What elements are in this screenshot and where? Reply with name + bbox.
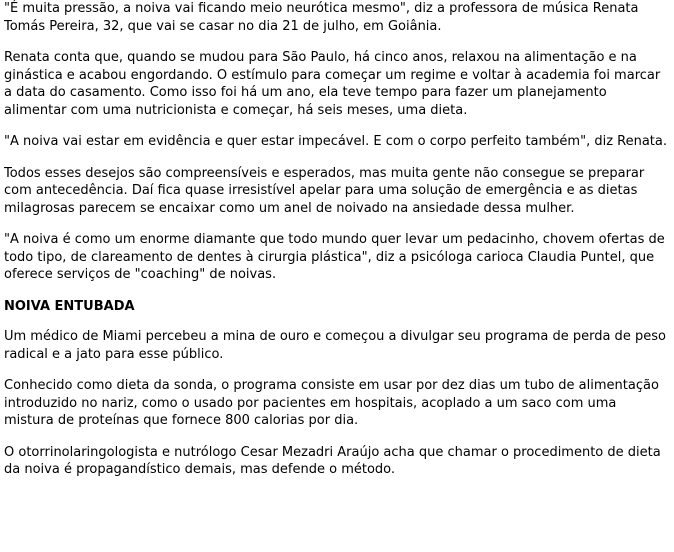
paragraph-quote-diamond: "A noiva é como um enorme diamante que todo mundo quer levar um pedacinho, chovem ofertas de todo tipo, de clareamento de dentes à cirurgia plástica", diz a psicóloga carioca Claudia Puntel, que oferece serviços de "coaching" de noivas. (4, 232, 665, 282)
paragraph-quote-evidence: "A noiva vai estar em evidência e quer estar impecável. E com o corpo perfeito também", diz Renata. (4, 134, 668, 149)
section-heading: NOIVA ENTUBADA (4, 298, 135, 314)
article-body (4, 0, 668, 493)
paragraph-tube-diet: Conhecido como dieta da sonda, o programa consiste em usar por dez dias um tubo de alimentação introduzido no nariz, como o usado por pacientes em hospitais, acoplado a um saco com uma mistura de proteínas que fornece 800 calorias por dia. (4, 378, 659, 428)
paragraph-renata-diet: Renata conta que, quando se mudou para São Paulo, há cinco anos, relaxou na alimentação e na ginástica e acabou engordando. O estímulo para começar um regime e voltar à academia foi marcar a data do casamento. Como isso foi há um ano, ela teve tempo para fazer um planejamento alimentar com uma nutricionista e começar, há seis meses, uma dieta. (4, 50, 661, 118)
paragraph-quote-pressure: "É muita pressão, a noiva vai ficando meio neurótica mesmo", diz a professora de música Renata Tomás Pereira, 32, que vai se casar no dia 21 de julho, em Goiânia. (4, 1, 639, 34)
paragraph-desires: Todos esses desejos são compreensíveis e esperados, mas muita gente não consegue se preparar com antecedência. Daí fica quase irresistível apelar para uma solução de emergência e as dietas milagrosas parecem se encaixar como um anel de noivado na ansiedade dessa mulher. (4, 165, 645, 216)
paragraph-miami-doctor: Um médico de Miami percebeu a mina de ouro e começou a divulgar seu programa de perda de peso radical e a jato para esse público. (4, 329, 666, 362)
paragraph-otolaryngologist: O otorrinolaringologista e nutrólogo Cesar Mezadri Araújo acha que chamar o procedimento de dieta da noiva é propagandístico demais, mas defende o método. (4, 444, 661, 477)
